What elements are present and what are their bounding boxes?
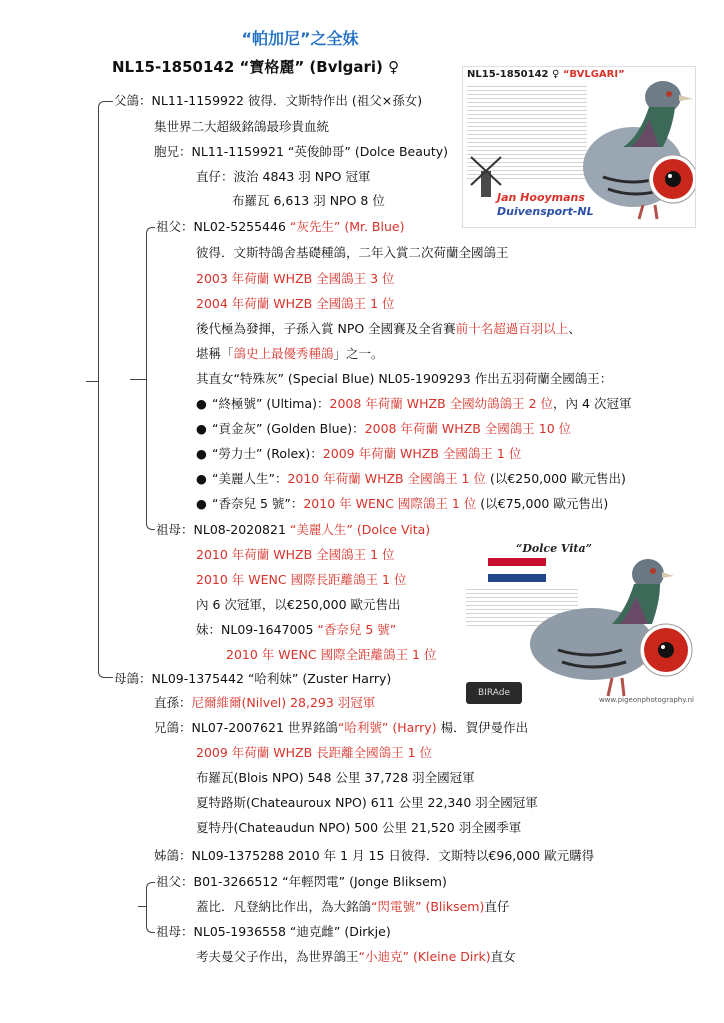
mother-brother-b: “哈利號” (Harry) [337, 720, 437, 735]
maternal-grandmother-desc [196, 948, 516, 966]
grandmother-name: “美麗人生” (Dolce Vita) [289, 522, 431, 537]
bullet-icon: ● [196, 396, 207, 411]
pigeon-photo-bvlgari [462, 66, 696, 228]
maternal-grandfather-desc-b: “閃電號” (Bliksem) [371, 899, 485, 914]
mother-race-1: 布羅瓦(Blois NPO) 548 公里 37,728 羽全國冠軍 [196, 770, 475, 785]
mother-brother-line [154, 719, 528, 737]
list-item [196, 470, 626, 488]
maternal-grandmother-id: NL05-1936558 “迪克雌” (Dirkje) [193, 924, 391, 939]
maternal-grandfather-bracket [146, 882, 155, 907]
bullet-note: (以€75,000 歐元售出) [476, 496, 609, 511]
grandmother-line [156, 521, 430, 539]
maternal-grandfather-desc-a: 蓋比．凡登納比作出，為大銘鴿 [196, 899, 372, 914]
mother-sister: NL09-1375288 2010 年 1 月 15 日彼得．文斯特以€96,000 歐元購得 [191, 848, 595, 863]
maternal-grandparents-tick [138, 906, 146, 907]
list-item [196, 445, 521, 463]
bullet-note: (以€250,000 歐元售出) [485, 471, 626, 486]
grandfather-ach-2: 2004 年荷蘭 WHZB 全國鴿王 1 位 [196, 296, 395, 311]
maternal-grandfather-id: B01-3266512 “年輕閃電” (Jonge Bliksem) [193, 874, 447, 889]
mother-line [114, 670, 391, 688]
photo-credit: www.pigeonphotography.nl [598, 696, 694, 704]
mother-grandson: 尼爾維爾(Nilvel) 28,293 羽冠軍 [191, 695, 376, 710]
mother-brother-ach: 2009 年荷蘭 WHZB 長距離全國鴿王 1 位 [196, 745, 433, 760]
grandfather-line [156, 218, 404, 236]
bullet-icon: ● [196, 496, 207, 511]
maternal-grandfather-label: 祖父： [156, 874, 194, 889]
list-item [196, 495, 608, 513]
grandfather-ach-1: 2003 年荷蘭 WHZB 全國鴿王 3 位 [196, 271, 395, 286]
mother-label: 母鴿： [114, 671, 152, 686]
pedigree-center-tick [86, 381, 98, 382]
grandfather-desc3-c: 」之一。 [333, 346, 384, 361]
grandfather-desc: 彼得．文斯特鴿舍基礎種鴿，二年入賞二次荷蘭全國鴿王 [196, 245, 509, 260]
mother-brother-label: 兄鴿： [154, 720, 192, 735]
grandfather-name: “灰先生” (Mr. Blue) [289, 219, 405, 234]
grandmother-sister-id: 妹：NL09-1647005 [196, 622, 318, 637]
bullet-icon: ● [196, 446, 207, 461]
father-brother: NL11-1159921 “英俊帥哥” (Dolce Beauty) [191, 144, 448, 159]
grandfather-desc-2 [196, 320, 581, 338]
bullet-note: ，內 4 次冠軍 [553, 396, 632, 411]
grandmother-sister-line [196, 621, 396, 639]
mother-grandson-label: 直孫： [154, 695, 192, 710]
pigeon-subtitle: NL15-1850142 “寶格麗” (Bvlgari) ♀ [112, 58, 400, 76]
grandfather-desc2-b: 前十名超過百羽以上 [455, 321, 569, 336]
grandmother-bracket [146, 379, 155, 530]
bullet-icon: ● [196, 421, 207, 436]
grandfather-desc3-a: 堪稱「 [196, 346, 234, 361]
pigeon-photo-dolce-vita [462, 540, 700, 708]
mother-id: NL09-1375442 “哈利妹” (Zuster Harry) [151, 671, 392, 686]
grandmother-id: NL08-2020821 [193, 522, 290, 537]
father-child-1: 波治 4843 羽 NPO 冠軍 [233, 169, 371, 184]
mother-brother-c: 楊．賀伊曼作出 [436, 720, 529, 735]
bullet-achievement: 2010 年 WENC 國際鴿王 1 位 [303, 496, 477, 511]
mother-grandson-line [154, 694, 375, 712]
photographer-logo: BIRAde [466, 682, 522, 704]
grandmother-ach-1: 2010 年荷蘭 WHZB 全國鴿王 1 位 [196, 547, 395, 562]
breeder-site: Duivensport-NL [497, 205, 594, 218]
list-item [196, 395, 631, 413]
photo-title: “Dolce Vita” [516, 542, 592, 555]
maternal-grandfather-desc-c: 直仔 [484, 899, 510, 914]
breeder-name: Jan Hooymans [497, 191, 585, 204]
mother-race-3: 夏特丹(Chateaudun NPO) 500 公里 21,520 羽全國季軍 [196, 820, 522, 835]
maternal-grandmother-desc-b: “小迪克” (Kleine Dirk) [358, 949, 491, 964]
grandfather-daughter-line: 其直女“特殊灰” (Special Blue) NL05-1909293 作出五羽荷蘭全國鴿王： [196, 371, 613, 386]
grandfather-label: 祖父： [156, 219, 194, 234]
grandmother-sister-name: “香奈兒 5 號” [317, 622, 397, 637]
father-bracket [98, 101, 113, 382]
bullet-name: “香奈兒 5 號”： [212, 496, 304, 511]
maternal-grandfather-desc [196, 898, 509, 916]
bullet-name: “終極號” (Ultima)： [212, 396, 330, 411]
father-brother-line [154, 143, 448, 161]
grandmother-label: 祖母： [156, 522, 194, 537]
bullet-achievement: 2009 年荷蘭 WHZB 全國鴿王 1 位 [322, 446, 522, 461]
father-label: 父鴿： [114, 93, 152, 108]
mother-sister-label: 姊鴿： [154, 848, 192, 863]
bullet-achievement: 2008 年荷蘭 WHZB 全國鴿王 10 位 [364, 421, 572, 436]
grandfather-desc3-b: 鴿史上最優秀種鴿 [233, 346, 334, 361]
father-child-line [196, 168, 370, 186]
maternal-grandmother-desc-c: 直女 [490, 949, 516, 964]
grandfather-bracket [146, 227, 155, 380]
father-line [114, 92, 422, 110]
father-note: 集世界二大超級銘鴿最珍貴血統 [154, 119, 330, 134]
mother-bracket [98, 381, 113, 678]
maternal-grandmother-bracket [146, 906, 155, 933]
bullet-name: “勞力士” (Rolex)： [212, 446, 323, 461]
grandparents-tick [130, 379, 146, 380]
father-id: NL11-1159922 彼得．文斯特作出 (祖父×孫女) [151, 93, 423, 108]
maternal-grandfather-line [156, 873, 447, 891]
grandmother-ach-2: 2010 年 WENC 國際長距離鴿王 1 位 [196, 572, 407, 587]
grandfather-id: NL02-5255446 [193, 219, 290, 234]
bullet-achievement: 2008 年荷蘭 WHZB 全國幼鴿鴿王 2 位 [329, 396, 554, 411]
mother-race-2: 夏特路斯(Chateauroux NPO) 611 公里 22,340 羽全國冠軍 [196, 795, 538, 810]
list-item [196, 420, 571, 438]
father-brother-label: 胞兄： [154, 144, 192, 159]
grandmother-sister-ach: 2010 年 WENC 國際全距離鴿王 1 位 [226, 647, 437, 662]
bullet-name: “美麗人生”： [212, 471, 288, 486]
maternal-grandmother-label: 祖母： [156, 924, 194, 939]
bullet-achievement: 2010 年荷蘭 WHZB 全國鴿王 1 位 [287, 471, 486, 486]
pigeon-eye-icon [640, 624, 692, 676]
grandfather-desc2-a: 後代極為發揮，子孫入賞 NPO 全國賽及全省賽 [196, 321, 456, 336]
grandfather-desc2-c: 、 [568, 321, 581, 336]
grandmother-sale: 內 6 次冠軍，以€250,000 歐元售出 [196, 597, 401, 612]
maternal-grandmother-line [156, 923, 391, 941]
photo-title-ring: NL15-1850142 ♀ [467, 69, 563, 80]
page-title: “帕加尼”之全妹 [241, 29, 359, 48]
father-child-2: 布羅瓦 6,613 羽 NPO 8 位 [232, 193, 385, 208]
maternal-grandmother-desc-a: 考夫曼父子作出，為世界鴿王 [196, 949, 359, 964]
father-child-label: 直仔： [196, 169, 234, 184]
bullet-name: “貢金灰” (Golden Blue)： [212, 421, 365, 436]
pigeon-eye-icon [649, 155, 695, 203]
photo-title-name: “BVLGARI” [562, 69, 625, 80]
mother-brother-a: NL07-2007621 世界銘鴿 [191, 720, 338, 735]
bullet-icon: ● [196, 471, 207, 486]
mother-sister-line [154, 847, 594, 865]
grandfather-desc-3 [196, 345, 384, 363]
